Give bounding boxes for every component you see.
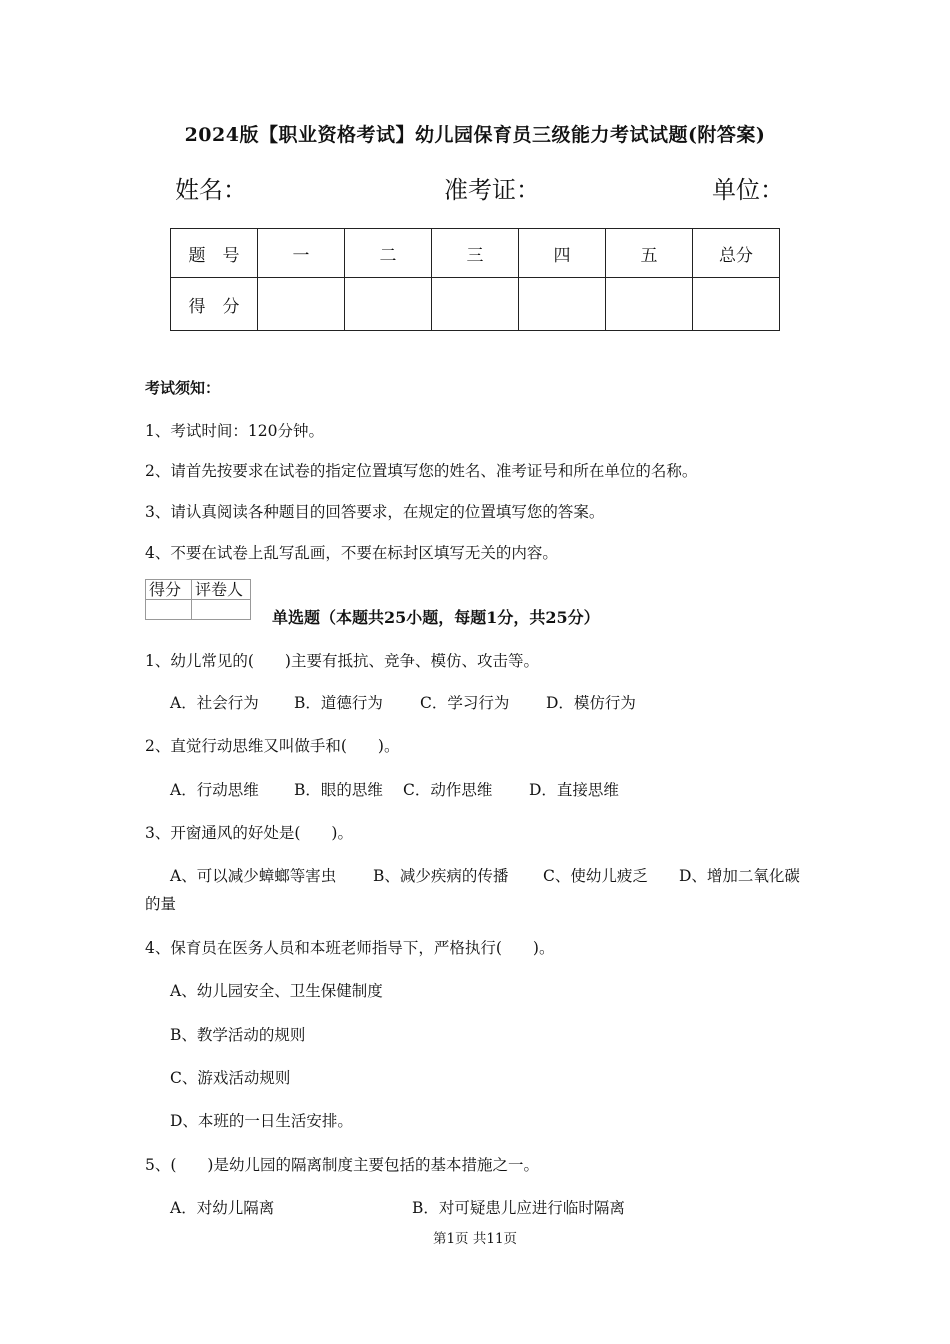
name-field-label: 姓名： <box>175 176 247 204</box>
score-header-cell: 五 <box>606 229 693 278</box>
score-header-cell: 总分 <box>693 229 780 278</box>
grader-score-label: 得分 <box>146 580 192 600</box>
option[interactable]: B、减少疾病的传播 <box>373 867 509 885</box>
question-stem: 2、直觉行动思维又叫做手和( )。 <box>145 737 400 755</box>
score-cell[interactable] <box>519 278 606 331</box>
section-title: 单选题（本题共25小题，每题1分，共25分） <box>272 608 600 627</box>
option[interactable]: D．模仿行为 <box>546 694 636 712</box>
score-cell[interactable] <box>432 278 519 331</box>
notice-item: 1、考试时间：120分钟。 <box>145 422 324 440</box>
option[interactable]: A．社会行为 <box>170 694 259 712</box>
score-header-cell: 三 <box>432 229 519 278</box>
score-header-cell: 题 号 <box>171 229 258 278</box>
question-stem: 3、开窗通风的好处是( )。 <box>145 824 353 842</box>
score-header-cell: 一 <box>258 229 345 278</box>
question-stem: 1、幼儿常见的( )主要有抵抗、竞争、模仿、攻击等。 <box>145 652 539 670</box>
notice-item: 3、请认真阅读各种题目的回答要求，在规定的位置填写您的答案。 <box>145 503 605 521</box>
score-row-label: 得 分 <box>171 278 258 331</box>
question-stem: 4、保育员在医务人员和本班老师指导下，严格执行( )。 <box>145 939 555 957</box>
notice-title: 考试须知： <box>145 379 221 397</box>
option[interactable]: C、使幼儿疲乏 <box>543 867 648 885</box>
score-cell[interactable] <box>258 278 345 331</box>
option[interactable]: B．道德行为 <box>294 694 383 712</box>
option[interactable]: C．动作思维 <box>403 781 493 799</box>
option[interactable]: D、本班的一日生活安排。 <box>170 1112 353 1130</box>
grader-score-cell[interactable] <box>146 600 192 620</box>
option[interactable]: D．直接思维 <box>529 781 619 799</box>
notice-item: 4、不要在试卷上乱写乱画，不要在标封区填写无关的内容。 <box>145 544 558 562</box>
page-footer: 第1页 共11页 <box>432 1231 518 1247</box>
option[interactable]: A、可以减少蟑螂等害虫 <box>170 867 337 885</box>
notice-item: 2、请首先按要求在试卷的指定位置填写您的姓名、准考证号和所在单位的名称。 <box>145 462 698 480</box>
option[interactable]: C．学习行为 <box>420 694 510 712</box>
candidate-fields <box>0 170 950 206</box>
exam-number-field-label: 准考证： <box>444 176 540 204</box>
option[interactable]: A．对幼儿隔离 <box>170 1199 275 1217</box>
unit-field-label: 单位： <box>712 176 784 204</box>
option[interactable]: B、教学活动的规则 <box>170 1026 306 1044</box>
score-header-cell: 四 <box>519 229 606 278</box>
score-header-cell: 二 <box>345 229 432 278</box>
grader-reviewer-cell[interactable] <box>192 600 251 620</box>
score-table-score-row <box>171 278 780 331</box>
score-table-header-row <box>171 229 780 278</box>
score-table <box>170 228 780 331</box>
option-wrap-text: 的量 <box>145 895 177 913</box>
grader-reviewer-label: 评卷人 <box>192 580 251 600</box>
option[interactable]: C、游戏活动规则 <box>170 1069 291 1087</box>
option[interactable]: A．行动思维 <box>170 781 259 799</box>
score-cell[interactable] <box>693 278 780 331</box>
question-stem: 5、( )是幼儿园的隔离制度主要包括的基本措施之一。 <box>145 1156 539 1174</box>
option[interactable]: D、增加二氧化碳 <box>679 867 800 885</box>
option[interactable]: A、幼儿园安全、卫生保健制度 <box>170 982 383 1000</box>
grader-box <box>145 579 251 620</box>
score-cell[interactable] <box>345 278 432 331</box>
score-cell[interactable] <box>606 278 693 331</box>
page-title: 2024版【职业资格考试】幼儿园保育员三级能力考试试题(附答案) <box>184 124 766 146</box>
option[interactable]: B．眼的思维 <box>294 781 383 799</box>
option[interactable]: B．对可疑患儿应进行临时隔离 <box>412 1199 625 1217</box>
